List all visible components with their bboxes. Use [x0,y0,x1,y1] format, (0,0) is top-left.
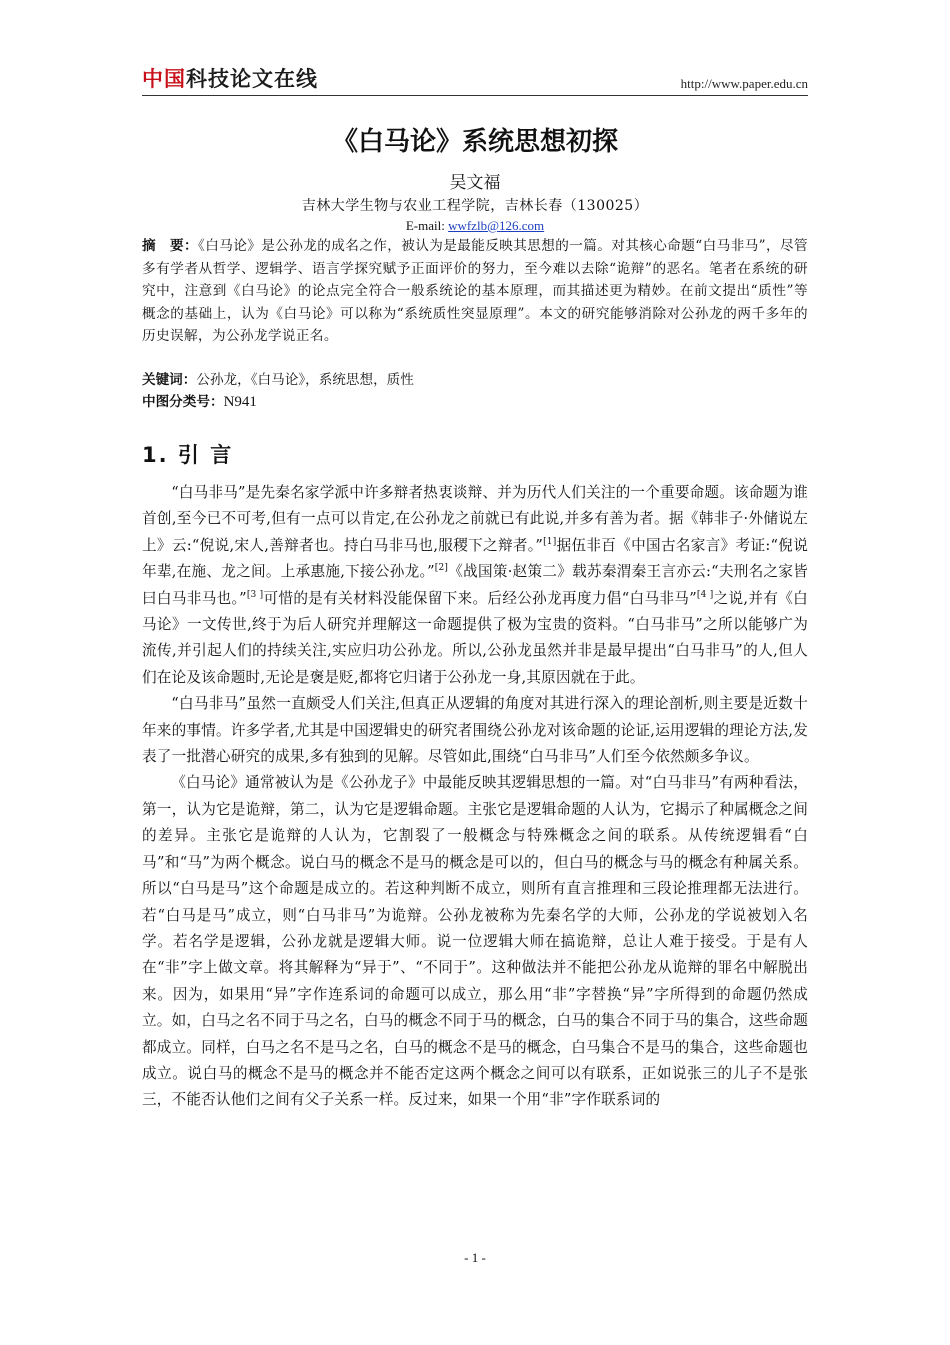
keywords [142,369,808,391]
author-name: 吴文福 [449,173,501,193]
section-body [142,480,808,1114]
citation-3[interactable]: [3 ] [246,589,264,600]
section-heading: 1. 引 言 [142,443,234,467]
classification-value: N941 [223,394,257,410]
citation-2[interactable]: [2] [434,563,449,574]
p1-part-c: 《战国策·赵策二》载苏秦渭秦王言亦云:“夫刑名之家皆曰白马非马也。” [142,563,809,607]
paragraph-2: “白马非马”虽然一直颇受人们关注,但真正从逻辑的角度对其进行深入的理论剖析,则主要是近数十年来的事情。许多学者,尤其是中国逻辑史的研究者围绕公孙龙对该命题的论证,运用逻辑的理论方法,发表了一批潜心研究的成果,多有独到的见解。尽管如此,围绕“白马非马”人们至今依然颇多争议。 [142,695,808,766]
p1-part-b: 据伍非百《中国古名家言》考证:“倪说年辈,在施、龙之间。上承惠施,下接公孙龙。” [142,536,808,581]
abstract-text: 《白马论》是公孙龙的成名之作，被认为是最能反映其思想的一篇。对其核心命题“白马非马”，尽管多有学者从哲学、逻辑学、语言学探究赋予正面评价的努力，至今难以去除“诡辩”的恶名。笔者在系统的研究中，注意到《白马论》的论点完全符合一般系统论的基本原理，而其描述更为精妙。在前文提出“质性”等概念的基础上，认为《白马论》可以称为“系统质性突显原理”。本文的研究能够消除对公孙龙的两千多年的历史误解，为公孙龙学说正名。 [142,238,808,344]
keywords-label: 关键词： [142,372,197,388]
journal-url[interactable]: http://www.paper.edu.cn [680,76,808,91]
classification [142,391,808,413]
email-line [142,217,808,235]
classification-label: 中图分类号： [142,394,224,410]
journal-header [142,66,808,96]
page-number: - 1 - [464,1250,486,1265]
p1-part-d: 可惜的是有关材料没能保留下来。后经公孙龙再度力倡“白马非马” [263,589,697,607]
abstract [142,235,808,348]
citation-4[interactable]: [4 ] [696,589,714,600]
paragraph-3: 《白马论》通常被认为是《公孙龙子》中最能反映其逻辑思想的一篇。对“白马非马”有两种看法，第一，认为它是诡辩，第二，认为它是逻辑命题。主张它是逻辑命题的人认为，它揭示了种属概念之间的差异。主张它是诡辩的人认为，它割裂了一般概念与特殊概念之间的联系。从传统逻辑看“白马”和“马”为两个概念。说白马的概念不是马的概念是可以的，但白马的概念与马的概念有种属关系。所以“白马是马”这个命题是成立的。若这种判断不成立，则所有直言推理和三段论推理都无法进行。若“白马是马”成立，则“白马非马”为诡辩。公孙龙被称为先秦名学的大师，公孙龙的学说被划入名学。若名学是逻辑，公孙龙就是逻辑大师。说一位逻辑大师在搞诡辩，总让人难于接受。于是有人在“非”字上做文章。将其解释为“异于”、“不同于”。这种做法并不能把公孙龙从诡辩的罪名中解脱出来。因为，如果用“异”字作连系词的命题可以成立，那么用“非”字替换“异”字所得到的命题仍然成立。如，白马之名不同于马之名，白马的概念不同于马的概念，白马的集合不同于马的集合，这些命题都成立。同样，白马之名不是马之名，白马的概念不是马的概念，白马集合不是马的集合，这些命题也成立。说白马的概念不是马的概念并不能否定这两个概念之间可以有联系，正如说张三的儿子不是张三，不能否认他们之间有父子关系一样。反过来，如果一个用“非”字作联系词的 [142,774,808,1109]
author-affiliation: 吉林大学生物与农业工程学院，吉林长春（130025） [301,198,649,214]
abstract-label: 摘 要： [142,238,199,254]
header-rule [142,95,808,96]
logo-dark-text: 科技论文在线 [186,67,318,91]
keywords-text: 公孙龙，《白马论》，系统思想，质性 [196,372,414,388]
email-link[interactable]: wwfzlb@126.com [448,218,545,233]
email-label: E-mail: [405,218,445,233]
journal-logo [142,66,318,92]
logo-red-text: 中国 [142,67,186,91]
paragraph-1 [142,480,808,691]
p1-part-e: 之说,并有《白马论》一文传世,终于为后人研究并理解这一命题提供了极为宝贵的资料。“白马非马”之所以能够广为流传,并引起人们的持续关注,实应归功公孙龙。所以,公孙龙虽然并非是最早提出“白马非马”的人,但人们在论及该命题时,无论是褒是贬,都将它归诸于公孙龙一身,其原因就在于此。 [142,589,808,686]
citation-1[interactable]: [1] [543,536,557,547]
paper-title: 《白马论》系统思想初探 [331,127,618,157]
p1-part-a: “白马非马”是先秦名家学派中许多辩者热衷谈辩、并为历代人们关注的一个重要命题。该命题为谁首创,至今已不可考,但有一点可以肯定,在公孙龙之前就已有此说,并多有善为者。据《韩非子·外储说左上》云:“倪说,宋人,善辩者也。持白马非马也,服稷下之辩者。” [142,484,808,554]
